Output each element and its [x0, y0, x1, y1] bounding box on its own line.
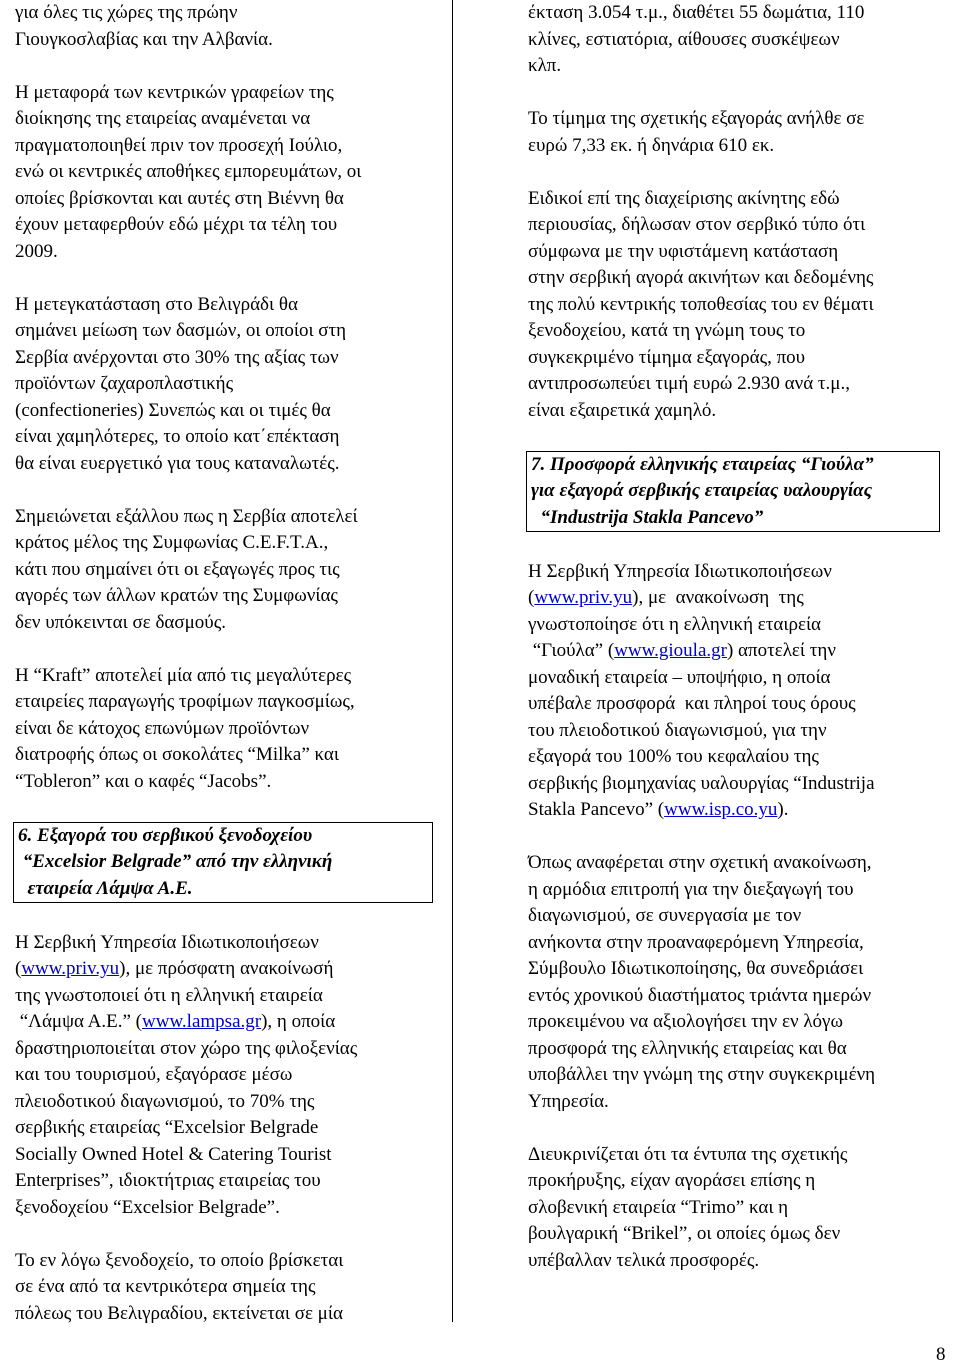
text-line: Διευκρινίζεται ότι τα έντυπα της σχετικής [528, 1143, 848, 1165]
text-line: εταιρείες παραγωγής τροφίμων παγκοσμίως, [15, 691, 355, 712]
text-line: είναι χαμηλότερες, το οποίο κατ΄επέκταση [15, 426, 340, 447]
paragraph-other-buyers [528, 1142, 948, 1275]
text-line: σημάνει μείωση των δασμών, οι οποίοι στη [15, 320, 347, 341]
text-line: κλπ. [528, 55, 562, 76]
text-line: πλειοδοτικού διαγωνισμού, το 70% της [15, 1090, 315, 1112]
text-line: υπέβαλε προσφορά και πληροί τους όρους [528, 693, 856, 714]
text-line: Stakla Pancevo” (www.isp.co.yu). [528, 799, 789, 820]
text-line: “Λάμψα Α.Ε.” (www.lampsa.gr), η οποία [15, 1011, 336, 1032]
text-line: της πολύ κεντρικής τοποθεσίας του εν θέματι [528, 293, 874, 315]
text-line: ξενοδοχείου “Excelsior Belgrade”. [15, 1196, 280, 1218]
text-line: διοίκησης της εταιρείας αναμένεται να [15, 108, 311, 129]
text-line: πόλεως του Βελιγραδίου, εκτείνεται σε μία [15, 1302, 343, 1324]
heading-line: εταιρεία Λάμψα Α.Ε. [18, 877, 193, 899]
text-line: “Γιούλα” (www.gioula.gr) αποτελεί την [528, 640, 836, 661]
text-line: Σημειώνεται εξάλλου πως η Σερβία αποτελεί [15, 505, 358, 527]
text-line: Υπηρεσία. [528, 1090, 609, 1112]
text-line: του πλειοδοτικού διαγωνισμού, για την [528, 719, 827, 741]
text-line: εντός χρονικού διαστήματος τριάντα ημερών [528, 984, 872, 1006]
link-gioula-gr[interactable]: www.gioula.gr [614, 640, 727, 661]
text-line: (confectioneries) Συνεπώς και οι τιμές θα [15, 399, 331, 421]
text-line: ενώ οι κεντρικές αποθήκες εμπορευμάτων, οι [15, 161, 362, 182]
paragraph-price [528, 106, 948, 159]
text-line: Η μετεγκατάσταση στο Βελιγράδι θα [15, 293, 298, 315]
paragraph-relocation [15, 292, 445, 478]
link-isp-co-yu[interactable]: www.isp.co.yu [664, 799, 778, 820]
text-line: συγκεκριμένο τίμημα εξαγοράς, που [528, 346, 806, 368]
text-line: Η Σερβική Υπηρεσία Ιδιωτικοποιήσεων [528, 560, 832, 582]
text-line: κράτος μέλος της Συμφωνίας C.E.F.T.A., [15, 532, 329, 553]
heading-line: “Excelsior Belgrade” από την ελληνική [18, 851, 333, 872]
link-priv-yu[interactable]: www.priv.yu [534, 587, 633, 608]
text-line: έχουν μεταφερθούν εδώ μέχρι τα τέλη του [15, 214, 338, 235]
text-line: σλοβενική εταιρεία “Trimo” και η [528, 1196, 789, 1218]
heading-line: 6. Εξαγορά του σερβικού ξενοδοχείου [18, 824, 313, 846]
text-line: σερβικής εταιρείας “Excelsior Belgrade [15, 1117, 319, 1138]
text-line: προσφορά της ελληνικής εταιρείας και θα [528, 1037, 847, 1059]
text-line: και του τουρισμού, εξαγόρασε μέσω [15, 1064, 293, 1085]
heading-line: για εξαγορά σερβικής εταιρείας υαλουργίας [531, 480, 873, 501]
text-line: πραγματοποιηθεί πριν τον προσεχή Ιούλιο, [15, 134, 343, 156]
text-line: διαγωνισμού, σε συνεργασία με τον [528, 905, 802, 926]
text-line: για όλες τις χώρες της πρώην [15, 2, 238, 23]
text-line: ξενοδοχείου, κατά τη γνώμη τους το [528, 320, 806, 341]
paragraph-hotel-facilities [528, 0, 948, 80]
text-line: σερβικής βιομηχανίας υαλουργίας “Industrija [528, 772, 875, 794]
heading-line: 7. Προσφορά ελληνικής εταιρείας “Γιούλα” [531, 453, 874, 475]
text-line: είναι εξαιρετικά χαμηλό. [528, 399, 717, 421]
text-line: κάτι που σημαίνει ότι οι εξαγωγές προς τις [15, 558, 340, 580]
text-line: Γιουγκοσλαβίας και την Αλβανία. [15, 28, 273, 50]
text-line: υποβάλλει την γνώμη της στην συγκεκριμένη [528, 1064, 876, 1085]
paragraph-gioula-offer [528, 559, 948, 824]
paragraph-headquarters-move [15, 80, 445, 266]
text-line: αγορές των άλλων κρατών της Συμφωνίας [15, 585, 338, 606]
text-line: υπέβαλλαν τελικά προσφορές. [528, 1249, 760, 1271]
text-line: προκειμένου να αξιολογήσει την εν λόγω [528, 1011, 843, 1032]
text-line: ευρώ 7,33 εκ. ή δηνάρια 610 εκ. [528, 134, 775, 156]
column-divider [452, 0, 453, 1322]
text-line: Η μεταφορά των κεντρικών γραφείων της [15, 81, 334, 103]
text-line: στην σερβική αγορά ακινήτων και δεδομένης [528, 267, 874, 288]
text-line: (www.priv.yu), με ανακοίνωση της [528, 587, 804, 608]
link-priv-yu[interactable]: www.priv.yu [21, 958, 120, 979]
text-line: 2009. [15, 240, 58, 262]
right-column [528, 0, 948, 1274]
text-line: περιουσίας, δήλωσαν στον σερβικό τύπο ότι [528, 214, 866, 235]
text-line: βουλγαρική “Brikel”, οι οποίες όμως δεν [528, 1223, 841, 1244]
text-line: γνωστοποίησε ότι η ελληνική εταιρεία [528, 613, 822, 635]
text-line: μοναδική εταιρεία – υποψήφιο, η οποία [528, 666, 831, 688]
text-line: προκήρυξης, είχαν αγοράσει επίσης η [528, 1170, 816, 1191]
paragraph-cefta [15, 504, 445, 637]
text-line: διατροφής όπως οι σοκολάτες “Milka” και [15, 744, 339, 765]
text-line: της γνωστοποιεί ότι η ελληνική εταιρεία [15, 984, 323, 1006]
text-line: Σύμβουλο Ιδιωτικοποίησης, θα συνεδριάσει [528, 958, 864, 979]
text-line: είναι δε κάτοχος επωνύμων προϊόντων [15, 717, 310, 739]
text-line: Enterprises”, ιδιοκτήτριας εταιρείας του [15, 1170, 321, 1191]
text-line: έκταση 3.054 τ.μ., διαθέτει 55 δωμάτια, 110 [528, 2, 865, 23]
paragraph-countries [15, 0, 445, 53]
text-line: δεν υπόκεινται σε δασμούς. [15, 611, 226, 633]
paragraph-kraft [15, 663, 445, 796]
section-heading-7 [526, 451, 940, 533]
text-line: εξαγορά του 100% του κεφαλαίου της [528, 746, 819, 767]
text-line: κλίνες, εστιατόρια, αίθουσες συσκέψεων [528, 28, 840, 50]
text-line: Το εν λόγω ξενοδοχείο, το οποίο βρίσκεται [15, 1249, 344, 1271]
heading-line: “Industrija Stakla Pancevo” [531, 506, 764, 528]
text-line: προϊόντων ζαχαροπλαστικής [15, 373, 234, 394]
text-line: ανήκοντα στην προαναφερόμενη Υπηρεσία, [528, 931, 864, 953]
text-line: “Tobleron” και ο καφές “Jacobs”. [15, 770, 272, 792]
text-line: οποίες βρίσκονται και αυτές στη Βιέννη θα [15, 187, 344, 209]
section-heading-6 [13, 822, 433, 904]
text-line: δραστηριοποιείται στον χώρο της φιλοξενίας [15, 1037, 358, 1059]
text-line: Σερβία ανέρχονται στο 30% της αξίας των [15, 346, 339, 368]
text-line: σε ένα από τα κεντρικότερα σημεία της [15, 1276, 316, 1297]
text-line: Η “Kraft” αποτελεί μία από τις μεγαλύτερες [15, 664, 352, 686]
left-column [15, 0, 445, 1327]
paragraph-hotel-location [15, 1248, 445, 1328]
text-line: η αρμόδια επιτροπή για την διεξαγωγή του [528, 878, 854, 900]
text-line: Η Σερβική Υπηρεσία Ιδιωτικοποιήσεων [15, 931, 319, 953]
paragraph-experts [528, 186, 948, 425]
paragraph-committee [528, 850, 948, 1115]
text-line: αντιπροσωπεύει τιμή ευρώ 2.930 ανά τ.μ., [528, 373, 850, 394]
paragraph-lampsa-acquisition [15, 930, 445, 1222]
text-line: Ειδικοί επί της διαχείρισης ακίνητης εδώ [528, 187, 840, 209]
link-lampsa-gr[interactable]: www.lampsa.gr [142, 1011, 262, 1032]
text-line: σύμφωνα με την υφιστάμενη κατάσταση [528, 240, 839, 262]
page-number: 8 [936, 1344, 946, 1365]
text-line: Όπως αναφέρεται στην σχετική ανακοίνωση, [528, 852, 872, 873]
text-line: Το τίμημα της σχετικής εξαγοράς ανήλθε σε [528, 108, 865, 129]
text-line: θα είναι ευεργετικό για τους καταναλωτές. [15, 452, 340, 474]
text-line: (www.priv.yu), με πρόσφατη ανακοίνωσή [15, 958, 334, 979]
text-line: Socially Owned Hotel & Catering Tourist [15, 1143, 332, 1165]
